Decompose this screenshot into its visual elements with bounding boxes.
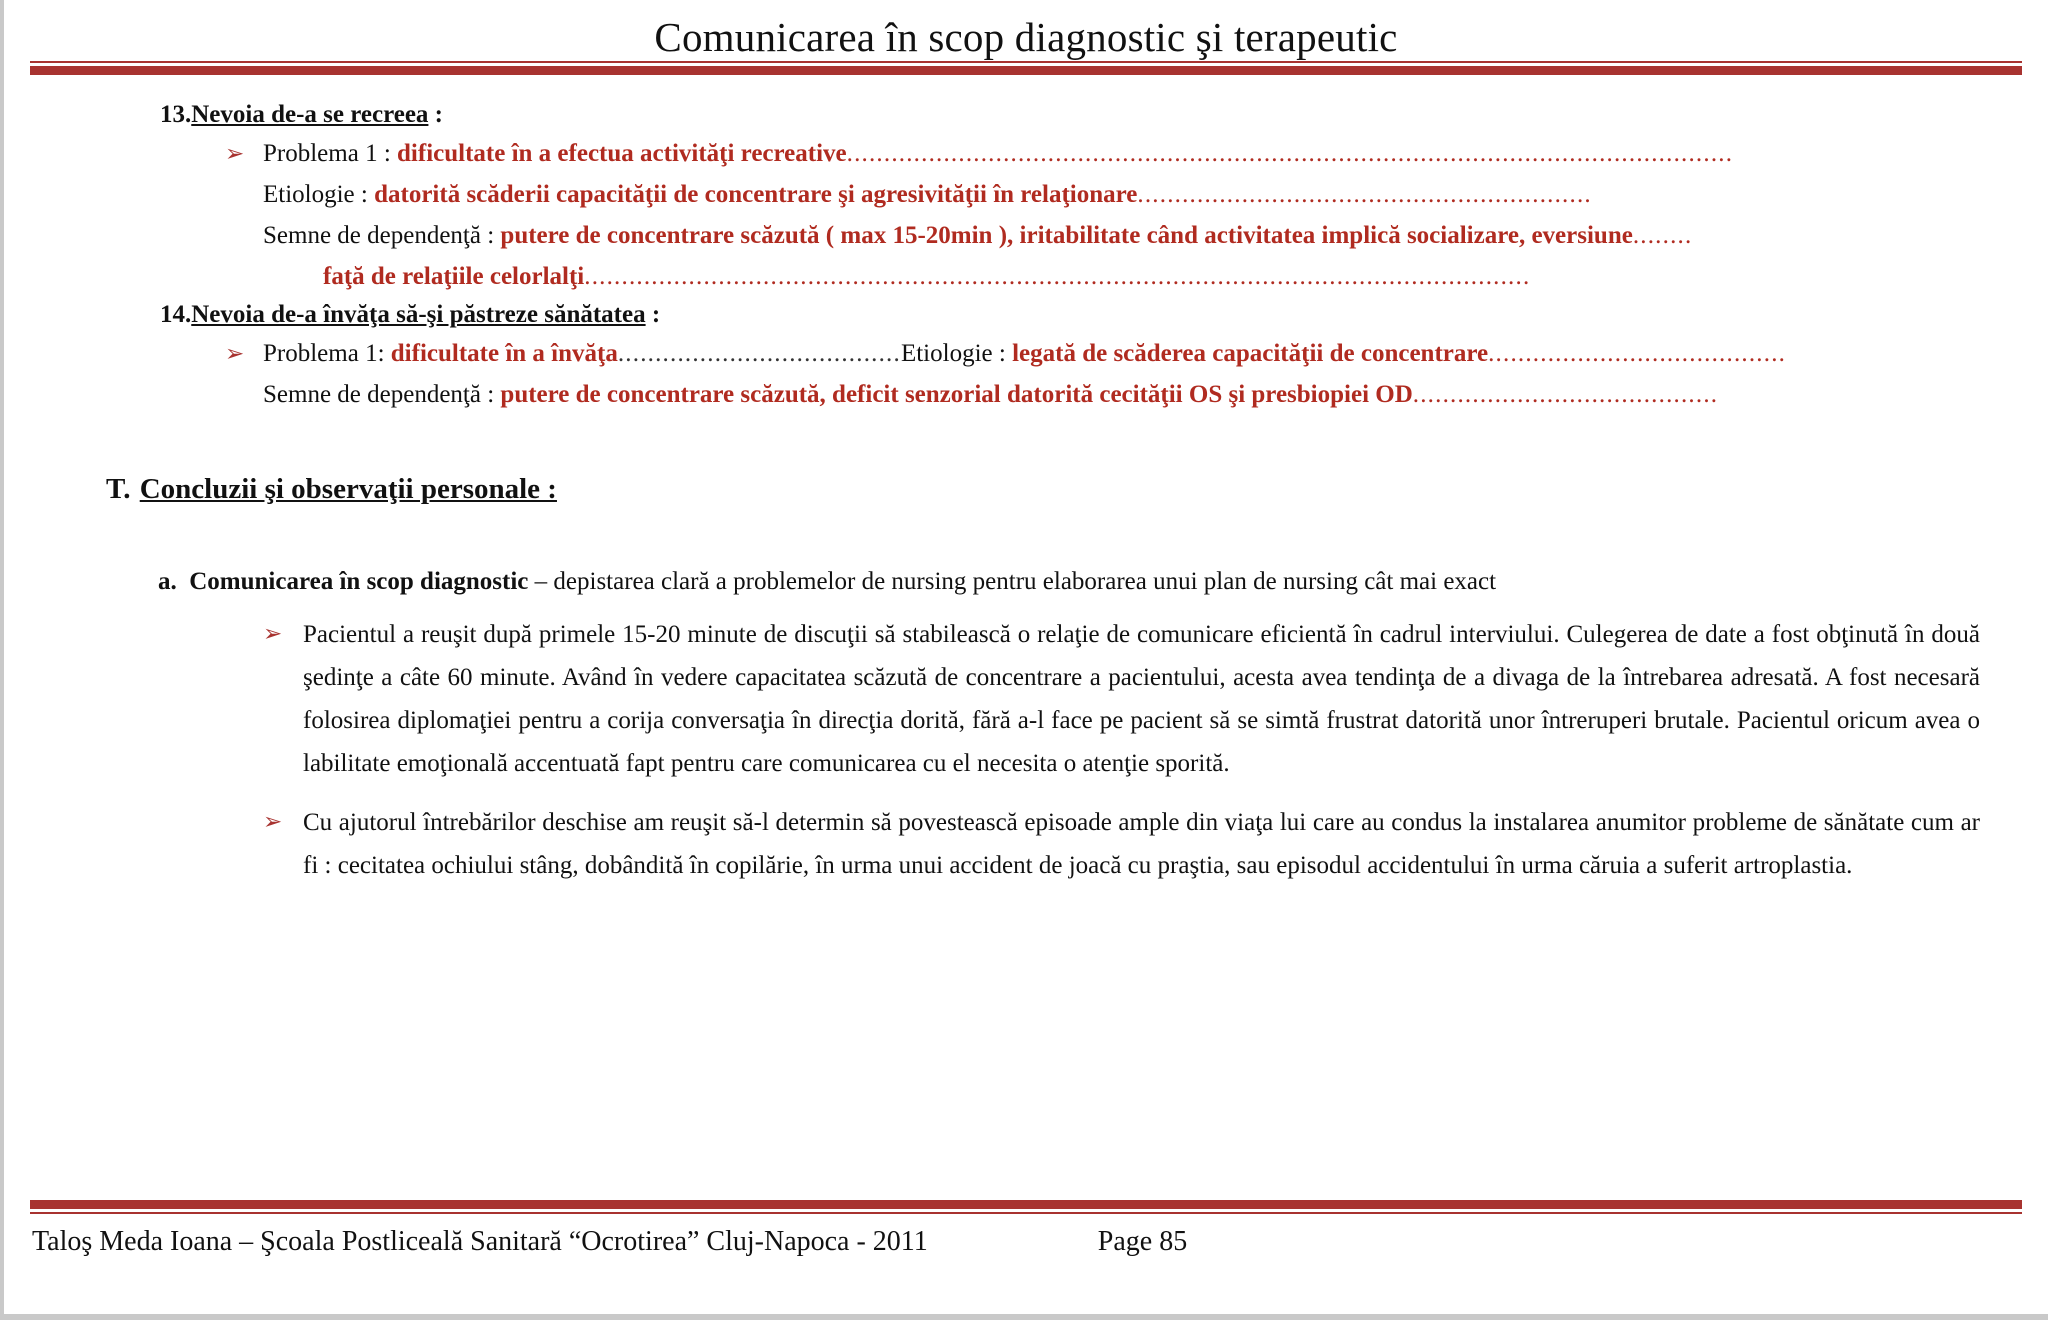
section-letter: T. bbox=[106, 473, 131, 506]
need-13-line-4-leader: ............................................................................................................................... bbox=[584, 263, 1531, 291]
header-divider bbox=[30, 61, 2022, 75]
conclusion-paragraph-1-text: Pacientul a reuşit după primele 15-20 minute de discuţii să stabilească o relaţie de comunicare eficientă în cadrul interviului. Culegerea de date a fost obţinută în două şedinţe a câte 60 minute. Având în vedere capacitatea scăzută de concentrare a pacientului, acesta avea tendinţa de a divaga de la întrebarea adresată. A fost necesară folosirea diplomaţiei pentru a corija conversaţia în direcţia dorită, fără a-l face pe pacient să se simtă frustrat datorită unor întreruperi brutale. Pacientul oricum avea o labilitate emoţională accentuată fapt pentru care comunicarea cu el necesita o atenţie sporită. bbox=[303, 620, 1980, 777]
need-13-line-2-label: Etiologie : bbox=[263, 181, 375, 209]
need-13-line-1 bbox=[225, 138, 2014, 170]
footer-author: Taloş Meda Ioana – Şcoala Postliceală Sanitară “Ocrotirea” Cluj-Napoca - 2011 bbox=[32, 1226, 928, 1257]
need-13-line-4-value: faţă de relaţiile celorlalţi bbox=[323, 263, 585, 291]
conclusion-paragraph-1 bbox=[263, 613, 2014, 785]
need-14-line-2 bbox=[263, 379, 2014, 411]
need-14-line-2-value: putere de concentrare scăzută, deficit senzorial datorită cecităţii OS şi presbiopiei OD bbox=[500, 381, 1413, 409]
need-13-line-4 bbox=[323, 261, 2014, 293]
need-14-line-2-label: Semne de dependenţă : bbox=[263, 381, 501, 409]
need-title-13-tail: : bbox=[428, 101, 443, 129]
bullet-arrow-icon: ➢ bbox=[225, 341, 245, 367]
need-13-line-1-value: dificultate în a efectua activităţi recreative bbox=[397, 140, 847, 168]
need-14-line-1-leader2: ........................................ bbox=[1488, 340, 1787, 368]
need-14-line-2-leader: ......................................... bbox=[1412, 381, 1719, 409]
page-content bbox=[4, 75, 2048, 887]
page-header bbox=[4, 0, 2048, 61]
need-number-14: 14. bbox=[160, 301, 192, 329]
need-heading-13 bbox=[160, 101, 2014, 129]
need-13-line-1-leader: ....................................................................................................................... bbox=[846, 140, 1734, 168]
conclusion-paragraph-2 bbox=[263, 801, 2014, 887]
need-13-line-2 bbox=[263, 179, 2014, 211]
page-title: Comunicarea în scop diagnostic şi terapeutic bbox=[654, 14, 1398, 60]
bullet-arrow-icon: ➢ bbox=[225, 141, 245, 167]
footer-page-number: Page 85 bbox=[1097, 1226, 1188, 1257]
section-title: Concluzii şi observaţii personale : bbox=[139, 473, 557, 506]
bullet-arrow-icon: ➢ bbox=[263, 620, 283, 646]
need-14-line-1 bbox=[225, 338, 2014, 370]
footer-divider-thick-line bbox=[30, 1200, 2022, 1209]
need-14-line-1-label: Problema 1: bbox=[263, 340, 391, 368]
need-14-line-1-value2: legată de scăderea capacităţii de concentrare bbox=[1012, 340, 1489, 368]
need-13-line-3-value: putere de concentrare scăzută ( max 15-20min ), iritabilitate când activitatea implică socializare, eversiune bbox=[500, 222, 1633, 250]
footer-text-row bbox=[4, 1214, 2048, 1258]
footer-divider bbox=[30, 1200, 2022, 1214]
need-14-line-1-value: dificultate în a învăţa bbox=[390, 340, 618, 368]
bullet-arrow-icon: ➢ bbox=[263, 808, 283, 834]
conclusion-item-a-lead: Comunicarea în scop diagnostic bbox=[189, 568, 529, 596]
need-title-13: Nevoia de-a se recreea bbox=[191, 101, 429, 129]
need-14-line-1-label2: Etiologie : bbox=[900, 340, 1013, 368]
need-title-14-tail: : bbox=[645, 301, 661, 329]
need-title-14: Nevoia de-a învăţa să-şi păstreze sănătatea bbox=[191, 301, 646, 329]
conclusion-item-a-rest: – depistarea clară a problemelor de nursing pentru elaborarea unui plan de nursing cât mai exact bbox=[528, 568, 1497, 596]
need-13-line-2-value: datorită scăderii capacităţii de concentrare şi agresivităţii în relaţionare bbox=[374, 181, 1138, 209]
need-13-line-3-leader: ........ bbox=[1632, 222, 1693, 250]
need-13-line-1-label: Problema 1 : bbox=[263, 140, 398, 168]
conclusion-item-a-marker: a. bbox=[158, 568, 177, 596]
conclusion-paragraph-2-text: Cu ajutorul întrebărilor deschise am reuşit să-l determin să povestească episoade ample din viaţa lui care au condus la instalarea anumitor probleme de sănătate cum ar fi : cecitatea ochiului stâng, dobândită în copilărie, în urma unui accident de joacă cu praştia, sau episodul accidentului în urma căruia a suferit artroplastia. bbox=[303, 808, 1980, 879]
need-heading-14 bbox=[160, 301, 2014, 329]
need-13-line-3-label: Semne de dependenţă : bbox=[263, 222, 501, 250]
page-footer bbox=[4, 1200, 2048, 1258]
section-heading-conclusions bbox=[106, 473, 2014, 506]
need-13-line-3 bbox=[263, 220, 2014, 252]
conclusion-item-a bbox=[158, 566, 2014, 599]
need-14-line-1-leader: ...................................... bbox=[617, 340, 901, 368]
need-13-line-2-leader: ............................................................. bbox=[1137, 181, 1592, 209]
header-divider-thick-line bbox=[30, 66, 2022, 75]
need-number-13: 13. bbox=[160, 101, 192, 129]
